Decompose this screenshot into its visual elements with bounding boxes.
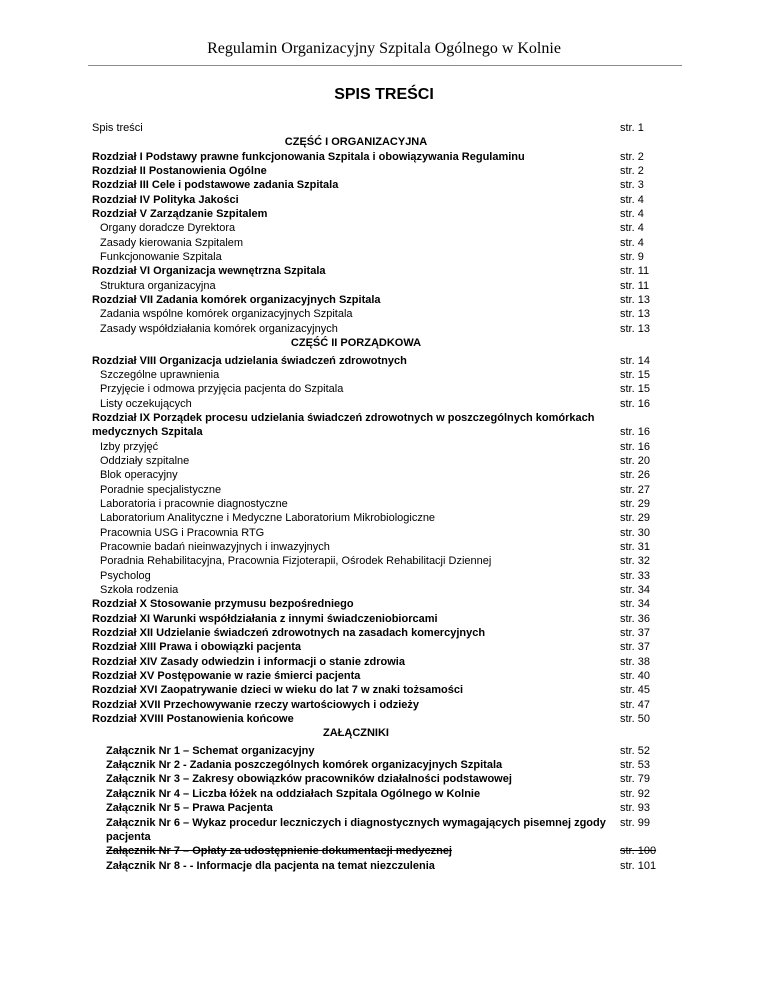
toc-entry xyxy=(92,655,672,669)
toc-entry-title: Zadania wspólne komórek organizacyjnych Szpitala xyxy=(100,308,353,321)
toc-entry-title: Rozdział XVII Przechowywanie rzeczy wartościowych i odzieży xyxy=(92,698,420,711)
toc-entry xyxy=(92,626,672,640)
toc-entry-title: Rozdział IV Polityka Jakości xyxy=(92,193,239,206)
toc-entry xyxy=(92,698,672,712)
toc-entry-title: Zasady kierowania Szpitalem xyxy=(100,236,244,249)
toc-entry-title: Załącznik Nr 1 – Schemat organizacyjny xyxy=(106,744,315,757)
toc-entry-page: str. 92 xyxy=(620,787,650,800)
toc-entry-title: Rozdział XIII Prawa i obowiązki pacjenta xyxy=(92,641,302,654)
toc-entry-title: Rozdział XI Warunki współdziałania z innymi świadczeniobiorcami xyxy=(92,612,438,625)
toc-entry-title: Rozdział VIII Organizacja udzielania świadczeń zdrowotnych xyxy=(92,354,407,367)
toc-entry xyxy=(92,264,672,278)
toc-entry xyxy=(92,597,672,611)
toc-entry xyxy=(92,497,672,511)
toc-entry-page: str. 1 xyxy=(620,122,644,134)
toc-entry-page: str. 13 xyxy=(620,294,650,307)
toc-entry-title: Organy doradcze Dyrektora xyxy=(100,222,236,235)
toc-section-heading: CZĘŚĆ I ORGANIZACYJNA xyxy=(284,136,428,149)
toc-entry xyxy=(92,683,672,697)
toc-entry-page: str. 38 xyxy=(620,655,650,668)
document-header: Regulamin Organizacyjny Szpitala Ogólnego w Kolnie xyxy=(207,40,561,57)
toc-entry-page: str. 16 xyxy=(620,440,650,453)
toc-entry-page: str. 31 xyxy=(620,540,650,553)
toc-entry xyxy=(92,583,672,597)
toc-entry-page: str. 34 xyxy=(620,584,650,596)
toc-entry-title: Pracownia USG i Pracownia RTG xyxy=(100,526,265,539)
toc-entry-title: Załącznik Nr 3 – Zakresy obowiązków pracowników działalności podstawowej xyxy=(106,773,512,786)
toc-entry-title: Rozdział XVI Zaopatrywanie dzieci w wieku do lat 7 w znaki tożsamości xyxy=(92,684,464,697)
toc-entry-title: Struktura organizacyjna xyxy=(100,279,216,292)
toc-entry-title: Poradnia Rehabilitacyjna, Pracownia Fizjoterapii, Ośrodek Rehabilitacji Dziennej xyxy=(100,555,492,568)
toc-entry-title: Załącznik Nr 7 – Opłaty za udostępnienie dokumentacji medycznej xyxy=(106,845,452,858)
toc-entry-page: str. 4 xyxy=(620,222,644,235)
toc-entry-page: str. 99 xyxy=(620,816,650,829)
toc-entry-title: Psycholog xyxy=(100,569,151,582)
toc-entry-page: str. 100 xyxy=(620,845,657,858)
toc-entry-page: str. 13 xyxy=(620,322,650,335)
toc-entry-page: str. 15 xyxy=(620,383,650,396)
toc-entry xyxy=(92,164,672,178)
toc-entry xyxy=(92,483,672,497)
toc-entry-page: str. 79 xyxy=(620,773,650,786)
toc-entry xyxy=(92,236,672,250)
toc-entry xyxy=(92,121,672,135)
toc-entry xyxy=(92,440,672,454)
toc-entry-title: Rozdział II Postanowienia Ogólne xyxy=(92,165,267,178)
toc-entry xyxy=(92,859,672,873)
toc-entry-page: str. 53 xyxy=(620,759,650,772)
toc-entry-page: str. 4 xyxy=(620,193,644,206)
toc-entry-page: str. 11 xyxy=(620,279,650,292)
toc-entry-page: str. 4 xyxy=(620,236,644,249)
toc-entry-title: Rozdział III Cele i podstawowe zadania Szpitala xyxy=(92,179,339,192)
toc-entry-title: Szkoła rodzenia xyxy=(100,584,179,596)
toc-entry-title: Listy oczekujących xyxy=(100,397,192,410)
toc-entry xyxy=(92,193,672,207)
toc-section-heading: CZĘŚĆ II PORZĄDKOWA xyxy=(290,337,422,350)
toc-entry xyxy=(92,397,672,411)
toc-entry xyxy=(92,712,672,726)
header-rule xyxy=(88,65,682,66)
toc-entry-page: str. 2 xyxy=(620,150,644,163)
toc-entry xyxy=(92,758,672,772)
toc-entry-title: Rozdział XII Udzielanie świadczeń zdrowotnych na zasadach komercyjnych xyxy=(92,627,486,640)
toc-entry-title: Rozdział X Stosowanie przymusu bezpośredniego xyxy=(92,598,354,611)
toc-entry-title: Rozdział VII Zadania komórek organizacyjnych Szpitala xyxy=(92,294,381,307)
toc-entry-page: str. 47 xyxy=(620,698,650,711)
toc-entry xyxy=(92,816,672,845)
toc-entry xyxy=(92,511,672,525)
toc-entry-page: str. 29 xyxy=(620,497,650,510)
toc-entry xyxy=(92,669,672,683)
toc-entry-page: str. 27 xyxy=(620,483,650,496)
toc-entry-page: str. 32 xyxy=(620,555,650,568)
toc-entry xyxy=(92,307,672,321)
toc-entry-page: str. 16 xyxy=(620,397,650,410)
toc-entry-page: str. 29 xyxy=(620,512,650,525)
toc-entry-title: Załącznik Nr 4 – Liczba łóżek na oddziałach Szpitala Ogólnego w Kolnie xyxy=(106,787,481,800)
toc-entry xyxy=(92,207,672,221)
toc-entry-title: Załącznik Nr 5 – Prawa Pacjenta xyxy=(106,802,273,815)
toc-entry-title: Funkcjonowanie Szpitala xyxy=(100,251,222,264)
toc-entry-page: str. 50 xyxy=(620,713,650,726)
toc-entry-page: str. 15 xyxy=(620,368,650,381)
toc-entry xyxy=(92,612,672,626)
toc-entry-page: str. 37 xyxy=(620,627,650,640)
toc-entry-page: str. 36 xyxy=(620,612,650,625)
toc-entry-page: str. 11 xyxy=(620,265,650,278)
toc-entry-title: Rozdział VI Organizacja wewnętrzna Szpitala xyxy=(92,265,326,278)
toc-entry-page: str. 4 xyxy=(620,208,644,221)
toc-entry-page: str. 16 xyxy=(620,426,650,439)
toc-entry-page: str. 101 xyxy=(620,859,657,872)
toc-entry-page: str. 13 xyxy=(620,308,650,321)
toc-entry xyxy=(92,221,672,235)
toc-entry-title: Spis treści xyxy=(92,122,143,134)
table-of-contents xyxy=(92,121,672,873)
toc-entry-title: Rozdział IX Porządek procesu udzielania świadczeń zdrowotnych w poszczególnych komórkach medycznych Szpitala xyxy=(92,411,595,439)
toc-entry-title: Laboratorium Analityczne i Medyczne Laboratorium Mikrobiologiczne xyxy=(100,512,436,525)
toc-entry xyxy=(92,250,672,264)
toc-entry-page: str. 33 xyxy=(620,569,650,582)
toc-entry-title: Laboratoria i pracownie diagnostyczne xyxy=(100,497,288,510)
toc-entry xyxy=(92,569,672,583)
toc-entry xyxy=(92,178,672,192)
toc-entry-title: Załącznik Nr 8 - - Informacje dla pacjenta na temat niezczulenia xyxy=(106,859,435,872)
toc-entry-title: Szczególne uprawnienia xyxy=(100,368,220,381)
toc-entry-title: Rozdział XV Postępowanie w razie śmierci pacjenta xyxy=(92,670,361,683)
toc-entry-page: str. 34 xyxy=(620,598,650,611)
toc-entry xyxy=(92,526,672,540)
toc-entry xyxy=(92,801,672,815)
toc-entry xyxy=(92,293,672,307)
toc-entry-title: Przyjęcie i odmowa przyjęcia pacjenta do Szpitala xyxy=(100,383,344,396)
toc-entry-title: Rozdział I Podstawy prawne funkcjonowania Szpitala i obowiązywania Regulaminu xyxy=(92,150,525,163)
toc-entry xyxy=(92,540,672,554)
toc-entry-title: Rozdział XVIII Postanowienia końcowe xyxy=(92,713,294,726)
toc-entry-title: Załącznik Nr 6 – Wykaz procedur leczniczych i diagnostycznych wymagających pisemnej zgody pacjenta xyxy=(106,816,606,843)
toc-entry xyxy=(92,382,672,396)
toc-entry-page: str. 26 xyxy=(620,469,650,482)
toc-entry xyxy=(92,844,672,858)
toc-entry-page: str. 14 xyxy=(620,354,650,367)
toc-entry xyxy=(92,454,672,468)
toc-entry-page: str. 3 xyxy=(620,179,644,192)
toc-entry-page: str. 93 xyxy=(620,802,650,815)
toc-entry-title: Zasady współdziałania komórek organizacyjnych xyxy=(100,322,338,335)
toc-entry xyxy=(92,640,672,654)
toc-entry xyxy=(92,744,672,758)
toc-entry-page: str. 45 xyxy=(620,684,650,697)
toc-entry-page: str. 20 xyxy=(620,454,650,467)
toc-entry xyxy=(92,468,672,482)
toc-entry-page: str. 30 xyxy=(620,526,650,539)
toc-entry xyxy=(92,354,672,368)
toc-entry-title: Poradnie specjalistyczne xyxy=(100,483,222,496)
toc-entry xyxy=(92,368,672,382)
toc-entry-title: Rozdział V Zarządzanie Szpitalem xyxy=(92,208,268,221)
toc-entry xyxy=(92,772,672,786)
toc-entry-page: str. 52 xyxy=(620,744,650,757)
toc-entry-title: Oddziały szpitalne xyxy=(100,454,190,467)
toc-entry-title: Izby przyjęć xyxy=(100,440,159,453)
toc-entry xyxy=(92,554,672,568)
toc-section-heading: ZAŁĄCZNIKI xyxy=(323,727,389,740)
toc-entry-title: Załącznik Nr 2 - Zadania poszczególnych komórek organizacyjnych Szpitala xyxy=(106,759,503,772)
toc-entry xyxy=(92,279,672,293)
toc-entry xyxy=(92,322,672,336)
toc-entry xyxy=(92,787,672,801)
page-title: SPIS TREŚCI xyxy=(334,86,434,103)
toc-entry xyxy=(92,150,672,164)
toc-entry-title: Rozdział XIV Zasady odwiedzin i informacji o stanie zdrowia xyxy=(92,655,405,668)
toc-entry-page: str. 40 xyxy=(620,670,650,683)
toc-entry-title: Pracownie badań nieinwazyjnych i inwazyjnych xyxy=(100,540,330,553)
toc-entry-page: str. 37 xyxy=(620,641,650,654)
toc-entry-page: str. 9 xyxy=(620,251,644,264)
toc-entry xyxy=(92,411,672,440)
toc-entry-title: Blok operacyjny xyxy=(100,469,178,482)
toc-entry-page: str. 2 xyxy=(620,165,644,178)
